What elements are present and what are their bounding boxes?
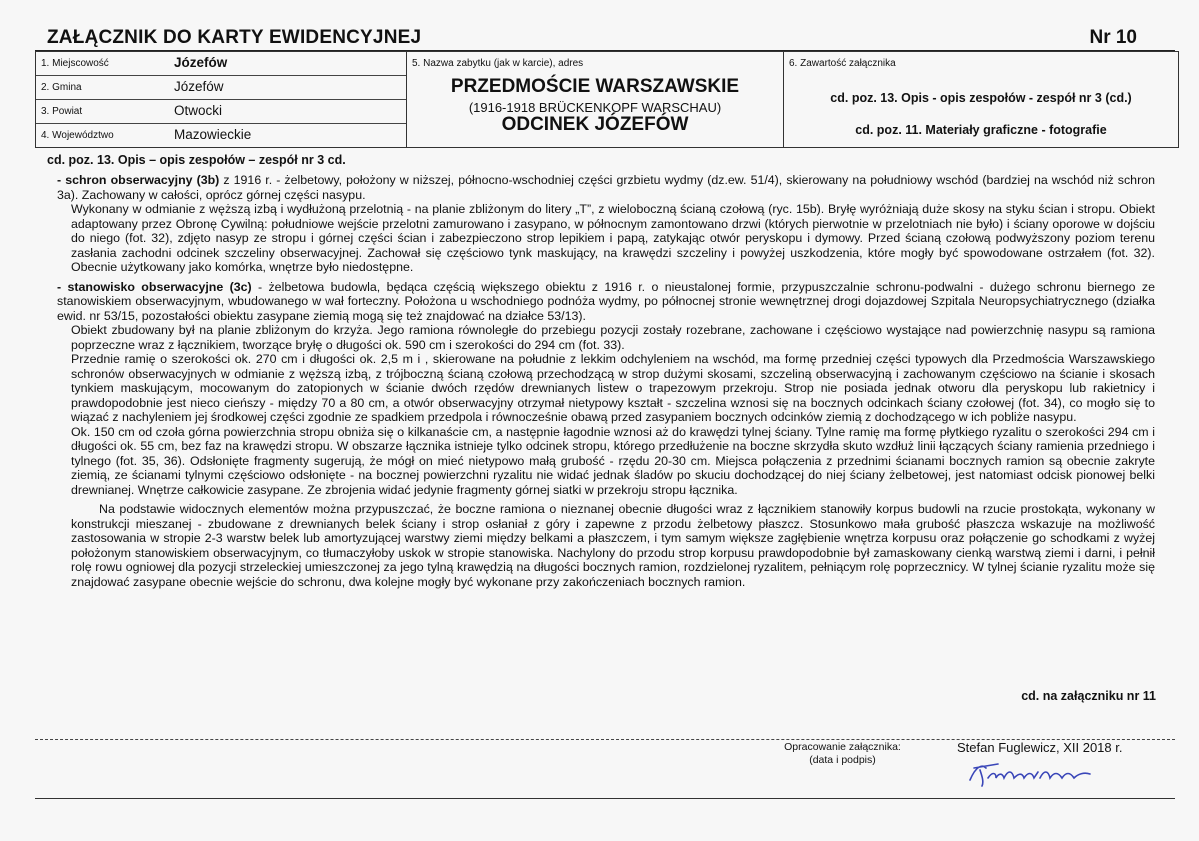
field-value: Otwocki bbox=[174, 103, 223, 118]
description-item-3b bbox=[57, 173, 1155, 275]
monument-subtitle: (1916-1918 BRÜCKENKOPF WARSCHAU) bbox=[468, 100, 722, 115]
field-row-wojewodztwo bbox=[36, 124, 406, 147]
description-body bbox=[57, 173, 1155, 589]
continued-note: cd. na załączniku nr 11 bbox=[1021, 689, 1156, 703]
prepared-by-label-line2: (data i podpis) bbox=[809, 754, 876, 766]
item-heading: - schron obserwacyjny (3b) bbox=[57, 173, 220, 187]
field-label: 2. Gmina bbox=[41, 82, 82, 93]
field-row-gmina bbox=[36, 76, 406, 100]
section-title: cd. poz. 13. Opis – opis zespołów – zespół nr 3 cd. bbox=[47, 153, 346, 167]
prepared-by-label-line1: Opracowanie załącznika: bbox=[784, 741, 901, 753]
monument-section: ODCINEK JÓZEFÓW bbox=[501, 114, 689, 135]
monument-name-cell bbox=[407, 52, 784, 148]
monument-name-label: 5. Nazwa zabytku (jak w karcie), adres bbox=[412, 58, 584, 69]
monument-name: PRZEDMOŚCIE WARSZAWSKIE bbox=[450, 76, 740, 97]
footer-bottom-divider bbox=[35, 798, 1175, 799]
author-name-date: Stefan Fuglewicz, XII 2018 r. bbox=[957, 740, 1123, 755]
attachment-contents-cell bbox=[784, 52, 1179, 148]
handwritten-signature bbox=[966, 758, 1096, 788]
info-table bbox=[35, 51, 1179, 148]
field-label: 3. Powiat bbox=[41, 106, 83, 117]
item-paragraph: Obiekt zbudowany był na planie zbliżonym do krzyża. Jego ramiona równoległe do przebiegu pozycji zostały rozebrane, zachowane i częściowo wystające nad powierzchnię nasypu są ramiona poprzeczne wraz z łącznikiem, tworzące bryłę o długości ok. 590 cm i szerokości do 294 cm (fot. 33). bbox=[71, 323, 1155, 352]
field-label: 1. Miejscowość bbox=[41, 58, 109, 69]
attachment-contents-line2: cd. poz. 11. Materiały graficzne - fotografie bbox=[855, 123, 1107, 137]
field-value: Józefów bbox=[174, 79, 224, 94]
conclusion-paragraph: Na podstawie widocznych elementów można przypuszczać, że boczne ramiona o nieznanej obecnie długości wraz z łącznikiem stanowiły korpus budowli na rzucie prostokąta, wykonany w konstrukcji mieszanej - zbudowane z drewnianych belek ściany i strop osłaniał z góry i zapewne z przodu żelbetowy płaszcz. Stosunkowo mała grubość płaszcza wskazuje na możliwość zastosowania w stropie 2-3 warstw belek lub amortyzującej warstwy ziemi między belkami a płaszczem, i tym samym większe zagłębienie wnętrza korpusu oraz połączenie go schodkami z wyżej położonym stanowiskiem obserwacyjnym, co tłumaczyłoby uskok w stropie stanowiska. Nachylony do przodu strop korpusu prawdopodobnie był zamaskowany cienką warstwą ziemi i darni, i pełnił rolę rowu ogniowej dla pozycji strzeleckiej umieszczonej za jego tylną krawędzią na długości bocznych ramion, rozdzielonej ryzalitem, pełniącym rolę poprzecznicy. W tylnej ścianie ryzalitu może się znajdować zasypane obecnie wejście do schronu, dwa kolejne mogły być wykonane przy zakończeniach bocznych ramion. bbox=[71, 502, 1155, 589]
location-fields-cell bbox=[36, 52, 407, 148]
item-paragraph: Przednie ramię o szerokości ok. 270 cm i długości ok. 2,5 m i , skierowane na południe z lekkim odchyleniem na wschód, ma formę przedniej części typowych dla Przedmościa Warszawskiego schronów obserwacyjnych w odmianie z węższą izbą, z trójboczną ścianą czołową przechodzącą w strop dużymi skosami, szczeliną obserwacyjną i zachowanym częściowo na ścianie i skosach tynkiem maskującym, mocowanym do zatopionych w ścianie dwóch rzędów drewnianych listew o trapezowym przekroju. Strop nie posiada jednak otworu dla peryskopu lub rakietnicy i prawdopodobnie jest nieco cieńszy - między 70 a 80 cm, a otwór obserwacyjny otrzymał nietypowy kształt - szczelina wznosi się na bocznych odcinkach ściany czołowej (fot. 34), co mogło się to wiązać z nachyleniem jej środkowej części zgodnie ze spadkiem przedpola i równocześnie obawą przed zasypaniem bocznych odcinków ziemią z dochodzącego w ich pobliże nasypu. bbox=[71, 352, 1155, 424]
document-number: Nr 10 bbox=[1089, 27, 1137, 48]
item-paragraph: Wykonany w odmianie z węższą izbą i wydłużoną przelotnią - na planie zbliżonym do litery „T”, z wieloboczną ścianą czołową (ryc. 15b). Bryłę wyróżniają duże skosy na styku ścian i stropu. Obiekt adaptowany przez Obronę Cywilną: południowe wejście przelotni zamurowano i zasypano, w północnym zamontowano drzwi (których pierwotnie w przelotniach nie było) i ściany oporowe w dojściu do niego (fot. 32), zdjęto nasyp ze stropu i górnej części ścian i zabezpieczono strop lepikiem i papą, zatykając otwór peryskopu i dymowy. Przed ścianą czołową podwyższony poziom terenu zasłania zachodni odcinek szczeliny obserwacyjnej. Zachował się częściowo tynk maskujący, na krawędzi szczeliny i powyżej uszkodzenia, które mogły być spowodowane ostrzałem (fot. 32). Obecnie użytkowany jako komórka, wnętrze było niedostępne. bbox=[71, 202, 1155, 274]
item-paragraph: Ok. 150 cm od czoła górna powierzchnia stropu obniża się o kilkanaście cm, a następnie łagodnie wznosi aż do krawędzi tylnej ściany. Tylne ramię ma formę płytkiego ryzalitu o szerokości 294 cm i długości ok. 55 cm, bez faz na krawędzi stropu. W obszarze łącznika istnieje tylko odcinek stropu, którego przedłużenie na boczne skrzydła skuto wzdłuż linii łączących ściany ramienia przedniego i tylnego (fot. 35, 36). Odsłonięte fragmenty sugerują, że mógł on mieć nietypowo małą grubość - rzędu 20-30 cm. Miejsca połączenia z przednimi ścianami bocznych ramion są obecnie zakryte ziemią, ze ścianami tylnymi częściowo odsłonięte - na bocznej powierzchni ryzalitu nie widać jednak śladów po skuciu dochodzącej do niej ściany żelbetowej, jest natomiast odcisk pionowej belki drewnianej. Wnętrze całkowicie zasypane. Ze zbrojenia widać jedynie fragmenty górnej siatki w przekroju stropu łącznika. bbox=[71, 424, 1155, 497]
field-row-miejscowosc bbox=[36, 52, 406, 76]
item-heading: - stanowisko obserwacyjne (3c) bbox=[57, 279, 252, 294]
field-row-powiat bbox=[36, 100, 406, 124]
field-value: Mazowieckie bbox=[174, 127, 252, 142]
field-value: Józefów bbox=[174, 55, 228, 70]
attachment-contents-line1: cd. poz. 13. Opis - opis zespołów - zespół nr 3 (cd.) bbox=[830, 91, 1132, 105]
attachment-contents-label: 6. Zawartość załącznika bbox=[789, 58, 896, 69]
description-item-3c bbox=[57, 280, 1155, 498]
document-title: ZAŁĄCZNIK DO KARTY EWIDENCYJNEJ bbox=[47, 27, 422, 48]
field-label: 4. Województwo bbox=[41, 130, 114, 141]
item-intro: z 1916 r. - żelbetowy, położony w niższej, północno-wschodniej części grzbietu wydmy (dz.ew. 51/4), skierowany na południowy wschód (bardziej na wschód niż schron 3a). Zachowany w całości, oprócz górnej części nasypu. bbox=[57, 173, 1155, 202]
item-intro: - żelbetowa budowla, będąca częścią większego obiektu z 1916 r. o nieustalonej formie, przypuszczalnie schronu-podwalni - dużego schronu biernego ze stanowiskiem obserwacyjnym, wbudowanego w wał forteczny. Położona u wschodniego podnóża wydmy, po północnej stronie wewnętrznej drogi dojazdowej Szpitala Neuropsychiatrycznego (działka ewid. nr 53/15, pozostałości obiektu zasypane ziemią mogą się też znajdować na działce 53/13). bbox=[57, 279, 1155, 323]
prepared-by-label bbox=[770, 741, 915, 767]
